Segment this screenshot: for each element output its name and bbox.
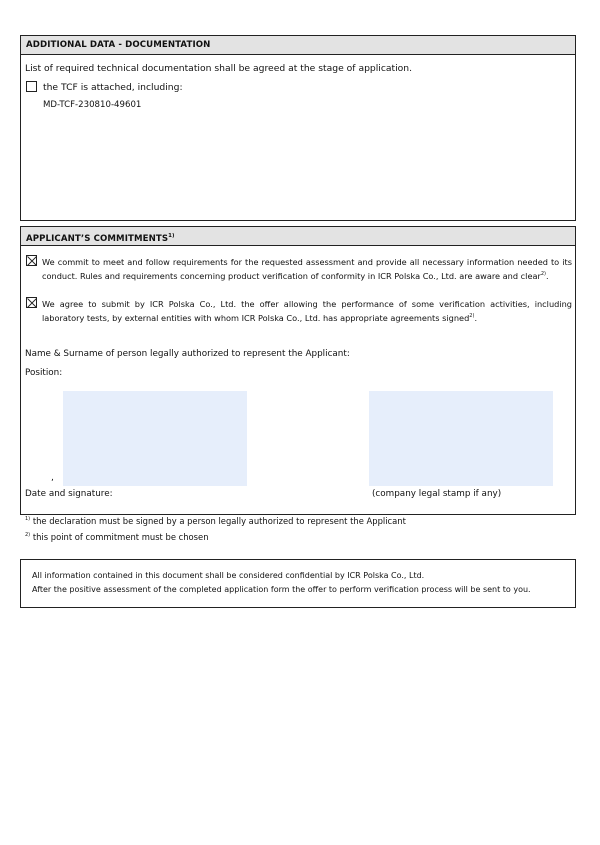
commitment-2-text: We agree to submit by ICR Polska Co., Ltd. the offer allowing the performance of some verification activities, including laboratory tests, by external entities with whom ICR Polska Co., Ltd. has appropriate agreements signed$^{2)}$. <box>42 299 572 323</box>
tcf-number-value: MD-TCF-230810-49601 <box>43 100 142 110</box>
company-stamp-field[interactable] <box>369 391 553 486</box>
commitment-2-checkbox[interactable] <box>26 297 37 308</box>
documentation-section <box>20 35 576 221</box>
company-stamp-label: (company legal stamp if any) <box>372 489 502 499</box>
commitment-2-note: 2) <box>469 312 475 319</box>
commitment-1-checkbox[interactable] <box>26 255 37 266</box>
date-signature-label: Date and signature: <box>25 489 113 499</box>
footnote-1: $^{1)}$ the declaration must be signed by a person legally authorized to represent the Applicant <box>25 516 406 526</box>
position-label: Position: <box>25 368 63 378</box>
comma-mark: , <box>51 473 54 483</box>
documentation-intro-text: List of required technical documentation shall be agreed at the stage of application. <box>25 63 413 74</box>
tcf-attached-checkbox[interactable] <box>26 81 37 92</box>
confidentiality-info-box <box>20 559 576 608</box>
confidentiality-notice: All information contained in this document shall be considered confidential by ICR Polska Co., Ltd. <box>32 571 425 580</box>
signature-field[interactable] <box>63 391 247 486</box>
tcf-attached-label: the TCF is attached, including: <box>43 82 183 93</box>
authorized-person-name-label: Name & Surname of person legally authorized to represent the Applicant: <box>25 349 350 359</box>
commitment-1-note: 2) <box>540 270 547 277</box>
offer-notice: After the positive assessment of the completed application form the offer to perform verification process will be sent to you. <box>32 585 531 594</box>
commitments-section-title: APPLICANT’S COMMITMENTS$^{1)}$ <box>21 227 575 246</box>
commitments-title-note: 1) <box>168 233 175 239</box>
commitments-section <box>20 226 576 515</box>
footnote-2: $^{2)}$ this point of commitment must be chosen <box>25 532 209 542</box>
checkbox-cross-icon <box>27 298 37 308</box>
checkbox-cross-icon <box>27 256 37 266</box>
documentation-section-title: ADDITIONAL DATA - DOCUMENTATION <box>21 36 575 55</box>
commitment-1-text: We commit to meet and follow requirements for the requested assessment and provide all necessary information needed to its conduct. Rules and requirements concerning product verification of conformity in ICR Polska Co., Ltd. are aware and clear$^{2)}$. <box>42 257 572 281</box>
